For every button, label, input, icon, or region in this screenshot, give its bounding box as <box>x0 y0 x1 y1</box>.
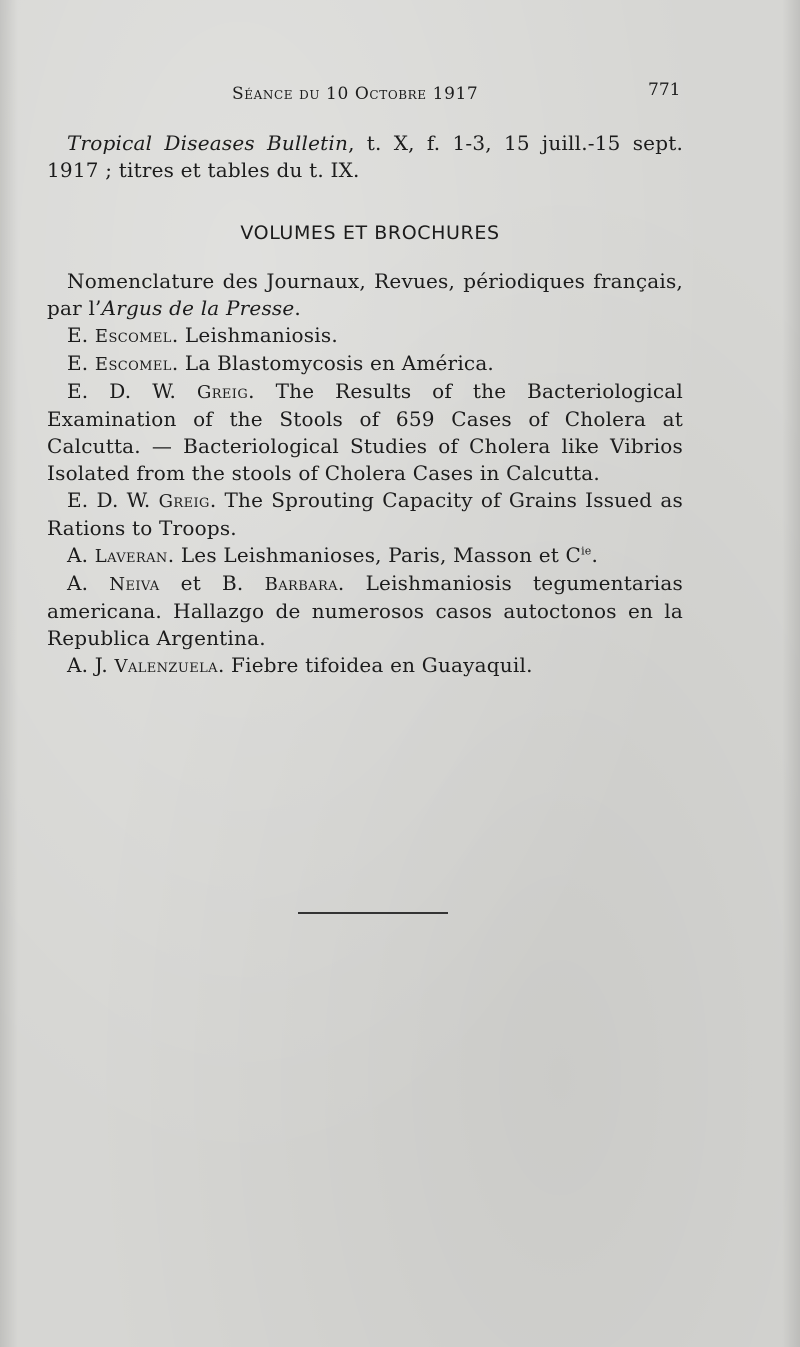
entry-text: . Fiebre tifoidea en Guayaquil. <box>217 653 533 677</box>
entry-text: . The Results of the Bacteriological Examination of the Stools of 659 Cases of Cholera at Calcutta. — Bacteriological Studies of Cholera like Vibrios Isolated from the stools of Cholera Cases in Calcutta. <box>47 379 684 485</box>
author-name: Escomel <box>94 354 172 375</box>
author-name: Greig <box>196 382 249 403</box>
list-item <box>47 268 683 322</box>
author-name: Escomel <box>94 326 172 347</box>
author-initials: A. J. <box>67 653 108 677</box>
page-right-edge-shadow <box>782 0 800 1347</box>
brochure-list <box>47 268 683 680</box>
running-head <box>0 80 800 108</box>
list-item <box>47 542 683 570</box>
author-initials: A. <box>67 571 89 595</box>
list-item <box>47 322 683 350</box>
author-name: Neiva <box>109 574 160 595</box>
entry-text: . Les Leishmanioses, Paris, Masson et C <box>167 543 582 567</box>
end-rule-divider <box>298 912 448 914</box>
coauthor-joiner: et B. <box>159 571 265 595</box>
journal-title: Tropical Diseases Bulletin <box>67 131 349 155</box>
author-name: Greig <box>158 491 210 512</box>
section-heading: VOLUMES ET BROCHURES <box>240 222 500 244</box>
list-item <box>47 570 683 652</box>
coauthor-name: Barbara <box>264 574 338 595</box>
list-item <box>47 652 683 680</box>
page-number: 771 <box>648 80 681 100</box>
entry-text-end: . <box>591 543 599 567</box>
list-item <box>47 378 683 487</box>
page-left-edge-shadow <box>0 0 18 1347</box>
superscript: ie <box>581 544 592 558</box>
entry-text: . La Blastomycosis en América. <box>171 351 494 375</box>
author-initials: E. D. W. <box>67 379 177 403</box>
author-name: Valenzuela <box>114 656 218 677</box>
entry-italic-title: Argus de la Presse <box>101 296 295 320</box>
author-name: Laveran <box>94 546 168 567</box>
author-initials: A. <box>67 543 89 567</box>
journal-details: , t. X, f. 1-3, 15 juill.-15 sept. 1917 ; titres et tables du t. IX. <box>47 131 684 182</box>
running-head-title: Séance du 10 Octobre 1917 <box>232 84 479 104</box>
entry-text: . The Sprouting Capacity of Grains Issued as Rations to Troops. <box>47 488 684 540</box>
list-item <box>47 350 683 378</box>
entry-text: . Leishmaniosis. <box>171 323 338 347</box>
author-initials: E. <box>67 351 89 375</box>
journal-paragraph <box>47 130 683 184</box>
entry-text: Nomenclature des Journaux, Revues, périodiques français, par l’ <box>47 269 683 320</box>
entry-text-end: . <box>294 296 301 320</box>
journal-entry <box>47 130 683 184</box>
entry-text: . Leishmaniosis tegumentarias americana. Hallazgo de numerosos casos autoctonos en la Republica Argentina. <box>47 571 683 650</box>
author-initials: E. <box>67 323 89 347</box>
author-initials: E. D. W. <box>67 488 151 512</box>
list-item <box>47 487 683 542</box>
